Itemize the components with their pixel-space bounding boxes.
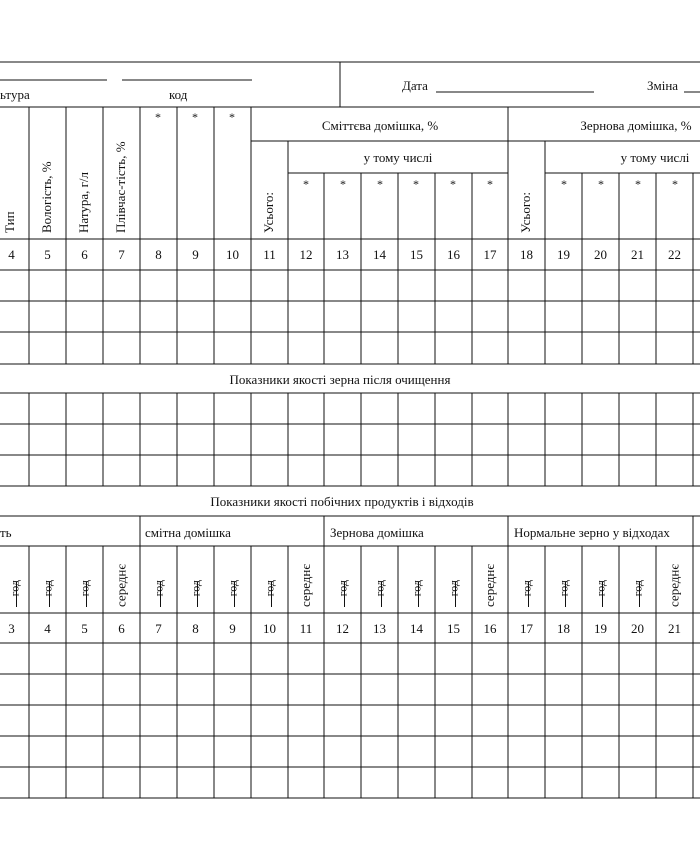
star-mark: *	[192, 110, 198, 124]
column-number: 9	[192, 247, 199, 262]
hour-header: год	[262, 580, 277, 597]
column-number: 18	[520, 247, 533, 262]
hour-header: год	[593, 580, 608, 597]
average-header: середнє	[666, 564, 682, 607]
star-mark: *	[340, 177, 346, 191]
column-number: 3	[8, 621, 15, 636]
column-number: 6	[81, 247, 88, 262]
hour-header: год	[519, 580, 534, 597]
hour-header: год	[409, 580, 424, 597]
column-number: 11	[263, 247, 276, 262]
column-number: 18	[557, 621, 570, 636]
test-weight-header: Натура, г/л	[76, 171, 91, 233]
column-number: 17	[520, 621, 533, 636]
column-number: 16	[483, 621, 497, 636]
column-number: 15	[410, 247, 423, 262]
column-number: 14	[410, 621, 423, 636]
column-number: 13	[373, 621, 386, 636]
column-number: 11	[299, 621, 313, 636]
star-mark: *	[303, 177, 309, 191]
column-number: 7	[155, 621, 162, 636]
average-header: середнє	[298, 564, 313, 607]
trash-total-header: Усього:	[261, 192, 276, 233]
normal-grain-waste-group: Нормальне зерно у відходах	[514, 525, 670, 540]
star-mark: *	[561, 177, 567, 191]
star-mark: *	[450, 177, 456, 191]
star-mark: *	[229, 110, 235, 124]
column-number: 20	[631, 621, 644, 636]
hour-header: год	[335, 580, 350, 597]
trash-impurity-group: смітна домішка	[145, 525, 231, 540]
column-number: 8	[192, 621, 199, 636]
column-number: 19	[594, 621, 607, 636]
column-number: 20	[594, 247, 607, 262]
star-mark: *	[635, 177, 641, 191]
hull-content-header: Плівчас-тість, %	[113, 141, 128, 233]
star-mark: *	[377, 177, 383, 191]
column-number: 4	[44, 621, 51, 636]
column-number: 9	[229, 621, 236, 636]
hour-header: год	[151, 580, 166, 597]
type-header: Тип	[2, 211, 17, 233]
column-number: 15	[447, 621, 460, 636]
column-number: 8	[155, 247, 162, 262]
average-header: середнє	[482, 564, 497, 607]
group-partial: ть	[0, 525, 12, 540]
hour-header: год	[556, 580, 571, 597]
hour-header: год	[77, 580, 92, 597]
date-label: Дата	[402, 78, 428, 93]
average-header: середнє	[113, 564, 129, 607]
hour-header: год	[372, 580, 387, 597]
hour-header: год	[188, 580, 203, 597]
hour-header: год	[225, 580, 240, 597]
column-number: 21	[631, 247, 644, 262]
star-mark: *	[487, 177, 493, 191]
column-number: 21	[668, 621, 681, 636]
star-mark: *	[672, 177, 678, 191]
column-number: 10	[263, 621, 276, 636]
column-number: 10	[226, 247, 239, 262]
crop-label: ьтура	[0, 87, 30, 102]
column-number: 12	[336, 621, 349, 636]
column-number: 4	[8, 247, 15, 262]
column-number: 14	[373, 247, 386, 262]
grain-impurity-group: Зернова домішка	[330, 525, 424, 540]
column-number: 16	[447, 247, 460, 262]
after-cleaning-title: Показники якості зерна після очищення	[229, 372, 451, 387]
byproducts-title: Показники якості побічних продуктів і відходів	[210, 494, 474, 509]
hour-header: год	[446, 580, 461, 597]
column-number: 22	[668, 247, 681, 262]
grain-including-label: у тому числі	[620, 150, 690, 165]
hour-header: год	[7, 580, 22, 597]
column-number: 17	[483, 247, 497, 262]
trash-including-label: у тому числі	[363, 150, 433, 165]
grain-total-header: Усього:	[518, 192, 533, 233]
column-number: 19	[557, 247, 570, 262]
grain-impurity-group: Зернова домішка, %	[580, 118, 692, 133]
star-mark: *	[155, 110, 161, 124]
hour-header: год	[630, 580, 645, 597]
column-number: 7	[118, 247, 125, 262]
column-number: 6	[118, 621, 125, 636]
star-mark: *	[413, 177, 419, 191]
shift-label: Зміна	[647, 78, 679, 93]
star-mark: *	[598, 177, 604, 191]
column-number: 13	[336, 247, 349, 262]
trash-impurity-group: Сміттєва домішка, %	[321, 118, 439, 133]
column-number: 5	[44, 247, 51, 262]
column-number: 5	[81, 621, 88, 636]
moisture-header: Вологість, %	[39, 161, 54, 233]
column-number: 12	[299, 247, 313, 262]
code-label: код	[169, 87, 188, 102]
hour-header: год	[40, 580, 55, 597]
